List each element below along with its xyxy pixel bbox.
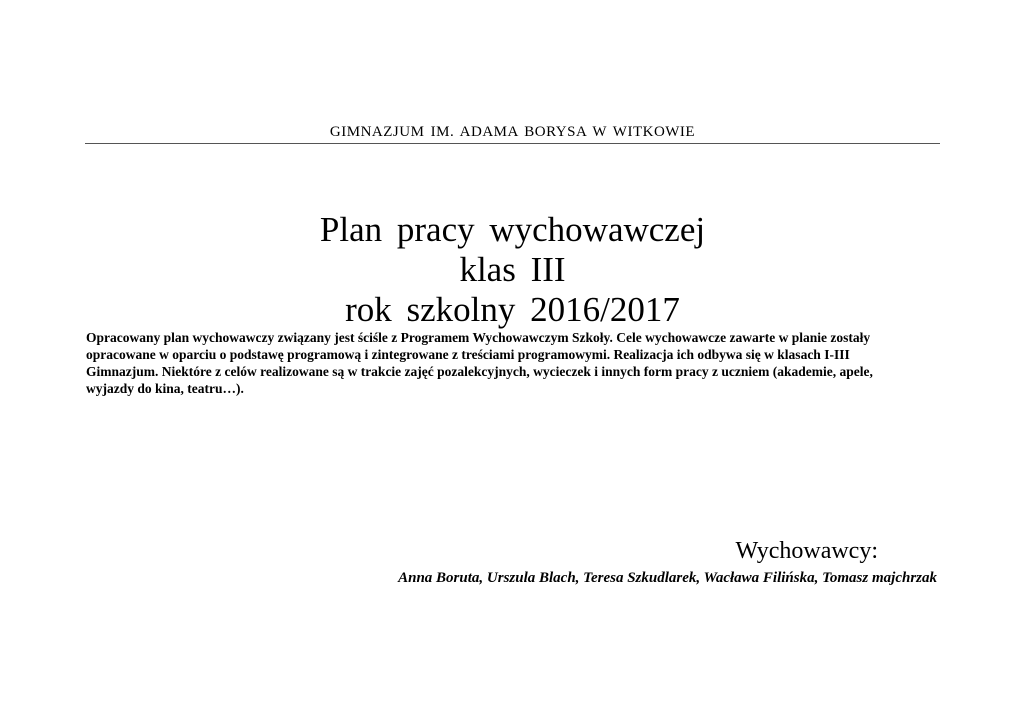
intro-paragraph: Opracowany plan wychowawczy związany jest ściśle z Programem Wychowawczym Szkoły. Cele wychowawcze zawarte w planie zostały opracowane w oparciu o podstawę programową i zintegrowane z treściami programowymi. Realizacja ich odbywa się w klasach I-III Gimnazjum. Niektóre z celów realizowane są w trakcie zajęć pozalekcyjnych, wycieczek i innych form pracy z uczniem (akademie, apele, wyjazdy do kina, teatru…). (86, 330, 873, 396)
school-header: GIMNAZJUM IM. ADAMA BORYSA W WITKOWIE (329, 124, 696, 140)
title-line-class: klas III (459, 250, 566, 289)
header-divider (85, 143, 940, 144)
document-title (85, 210, 940, 330)
title-line-school-year: rok szkolny 2016/2017 (345, 290, 680, 329)
title-line-plan: Plan pracy wychowawczej (319, 210, 706, 249)
signature-label: Wychowawcy: (735, 538, 878, 564)
signature-names: Anna Boruta, Urszula Blach, Teresa Szkudlarek, Wacława Filińska, Tomasz majchrzak (398, 570, 937, 586)
